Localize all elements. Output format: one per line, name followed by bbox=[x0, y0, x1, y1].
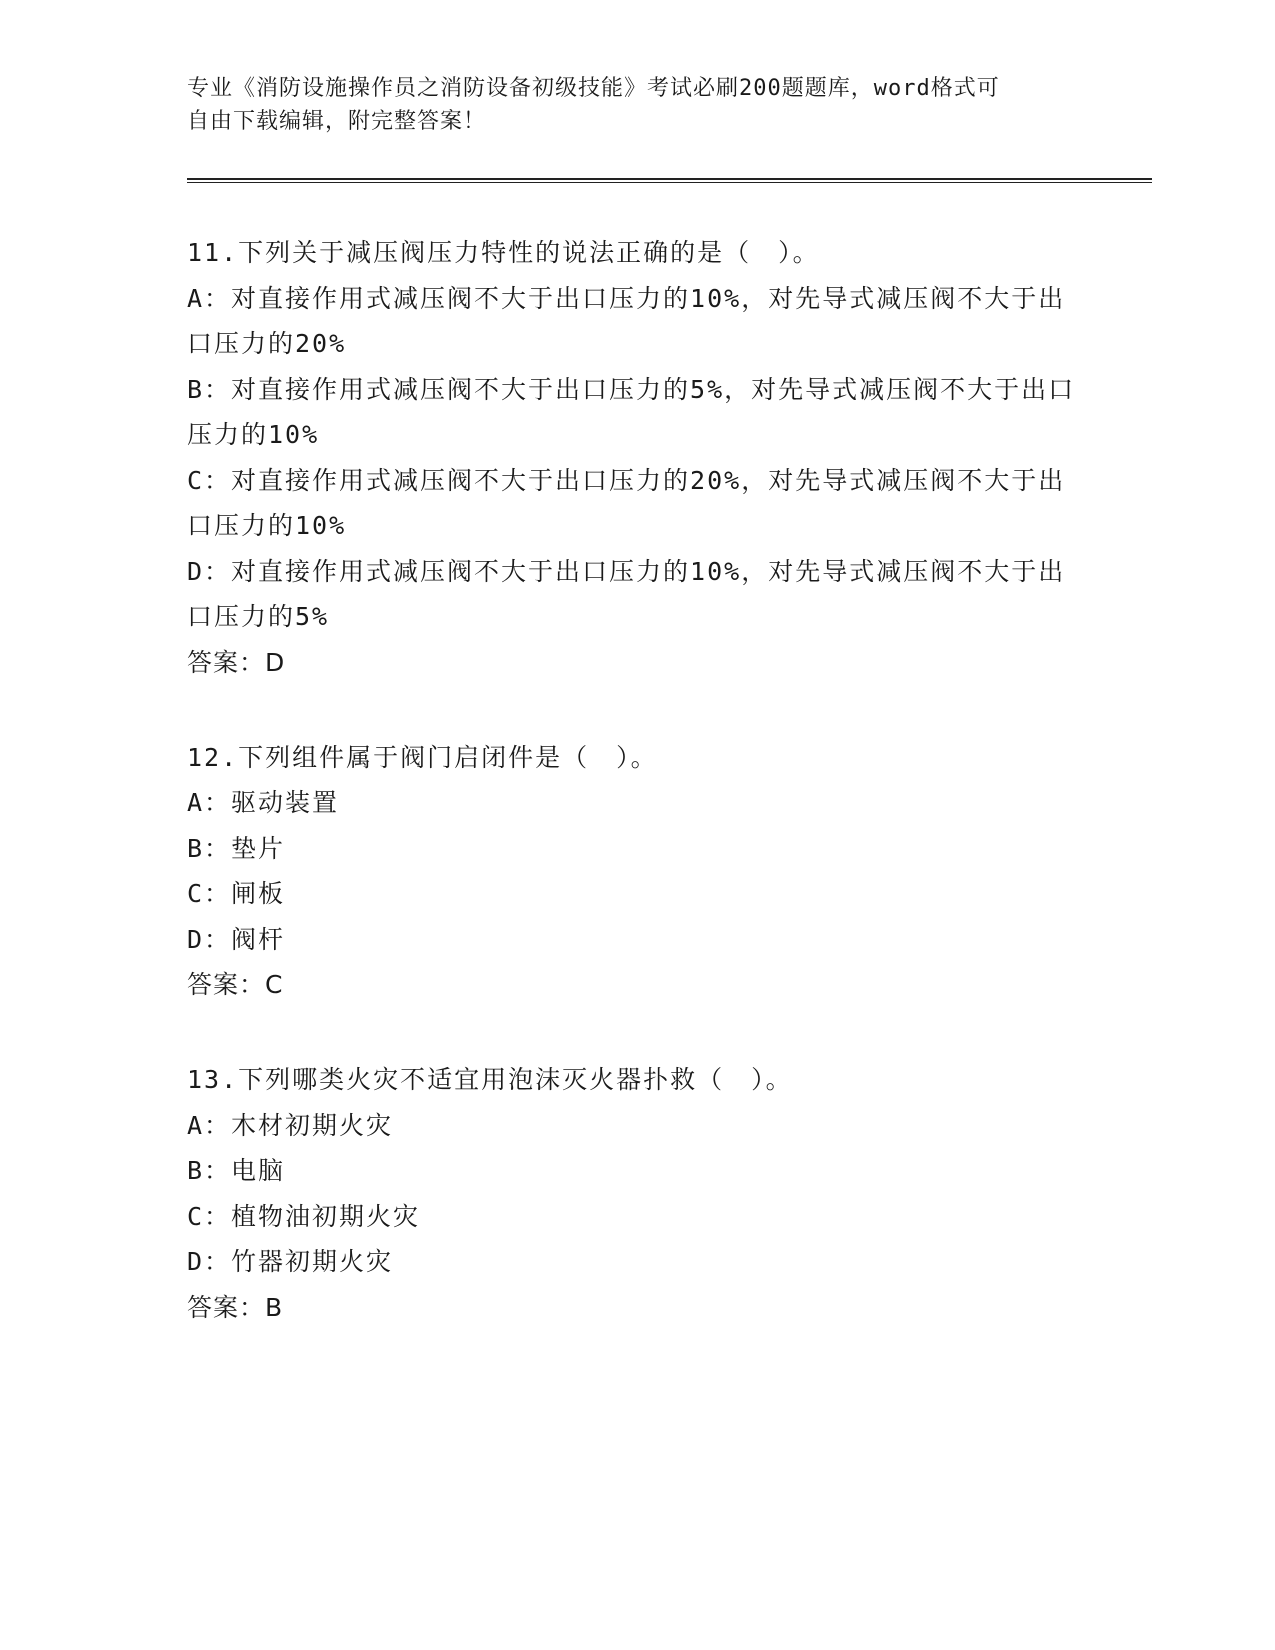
answer-line: 答案：B bbox=[187, 1292, 284, 1322]
option-c: C：闸板 bbox=[187, 879, 286, 908]
page-header bbox=[187, 72, 1067, 138]
option-a: A：驱动装置 bbox=[187, 788, 340, 817]
question-list bbox=[187, 230, 1087, 1380]
option-c: C：对直接作用式减压阀不大于出口压力的20%，对先导式减压阀不大于出口压力的10% bbox=[187, 465, 1066, 540]
answer-line: 答案：D bbox=[187, 647, 286, 677]
option-b: B：电脑 bbox=[187, 1156, 286, 1185]
option-d: D：阀杆 bbox=[187, 924, 286, 954]
question-12 bbox=[187, 735, 1087, 1008]
option-c: C：植物油初期火灾 bbox=[187, 1201, 421, 1231]
question-13 bbox=[187, 1057, 1087, 1330]
header-line-2: 自由下载编辑，附完整答案！ bbox=[187, 109, 487, 134]
option-d: D：对直接作用式减压阀不大于出口压力的10%，对先导式减压阀不大于出口压力的5% bbox=[187, 556, 1066, 631]
answer-line: 答案：C bbox=[187, 970, 284, 999]
option-b: B：对直接作用式减压阀不大于出口压力的5%，对先导式减压阀不大于出口压力的10% bbox=[187, 374, 1076, 449]
option-a: A：对直接作用式减压阀不大于出口压力的10%，对先导式减压阀不大于出口压力的20% bbox=[187, 283, 1066, 358]
header-line-1: 专业《消防设施操作员之消防设备初级技能》考试必刷200题题库，word格式可 bbox=[187, 76, 1000, 101]
question-stem: 13.下列哪类火灾不适宜用泡沫灭火器扑救（ ）。 bbox=[187, 1065, 793, 1094]
question-11 bbox=[187, 230, 1087, 685]
option-b: B：垫片 bbox=[187, 833, 286, 863]
option-d: D：竹器初期火灾 bbox=[187, 1247, 394, 1276]
question-stem: 12.下列组件属于阀门启闭件是（ ）。 bbox=[187, 742, 658, 772]
header-divider bbox=[187, 178, 1152, 183]
question-stem: 11.下列关于减压阀压力特性的说法正确的是（ ）。 bbox=[187, 238, 820, 267]
option-a: A：木材初期火灾 bbox=[187, 1110, 394, 1140]
